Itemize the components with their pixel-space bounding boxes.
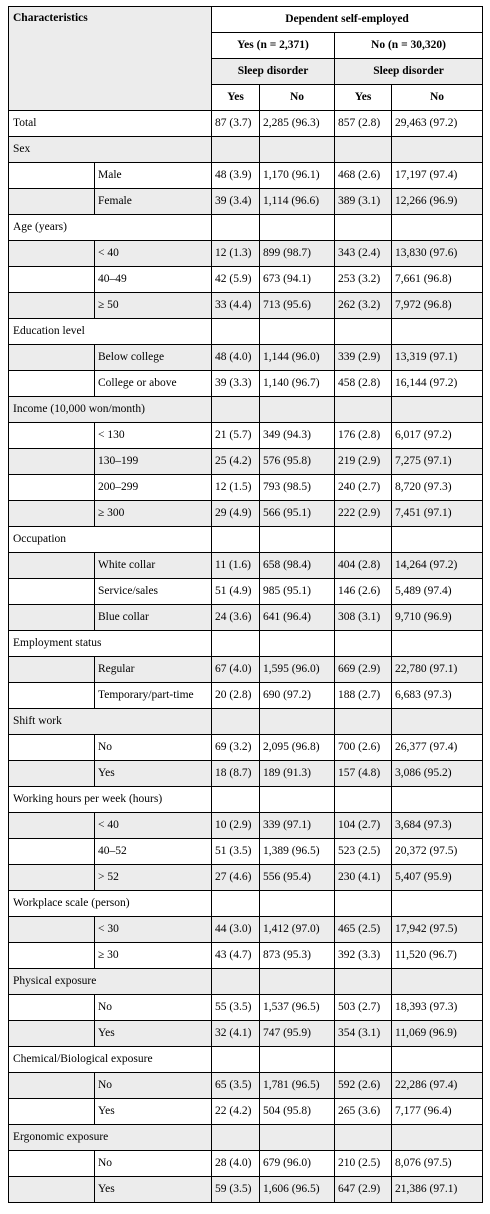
table-row — [9, 371, 483, 397]
value-cell: 1,389 (96.5) — [260, 839, 335, 865]
indent-cell — [9, 1151, 95, 1177]
value-cell — [212, 527, 260, 553]
value-cell — [260, 969, 335, 995]
subcategory-label: < 30 — [95, 917, 212, 943]
subcategory-label: Yes — [95, 1021, 212, 1047]
value-cell: 8,720 (97.3) — [392, 475, 483, 501]
value-cell — [335, 787, 392, 813]
value-cell: 219 (2.9) — [335, 449, 392, 475]
subcategory-label: Temporary/part-time — [95, 683, 212, 709]
value-cell: 343 (2.4) — [335, 241, 392, 267]
indent-cell — [9, 371, 95, 397]
value-cell: 1,140 (96.7) — [260, 371, 335, 397]
header-characteristics: Characteristics — [9, 7, 212, 111]
category-label: Income (10,000 won/month) — [9, 397, 212, 423]
value-cell: 354 (3.1) — [335, 1021, 392, 1047]
value-cell: 51 (3.5) — [212, 839, 260, 865]
subcategory-label: 40–52 — [95, 839, 212, 865]
value-cell: 210 (2.5) — [335, 1151, 392, 1177]
value-cell — [260, 787, 335, 813]
category-label: Working hours per week (hours) — [9, 787, 212, 813]
value-cell: 8,076 (97.5) — [392, 1151, 483, 1177]
value-cell: 12,266 (96.9) — [392, 189, 483, 215]
value-cell: 592 (2.6) — [335, 1073, 392, 1099]
table-row — [9, 1151, 483, 1177]
indent-cell — [9, 683, 95, 709]
value-cell: 857 (2.8) — [335, 111, 392, 137]
value-cell — [335, 631, 392, 657]
value-cell: 189 (91.3) — [260, 761, 335, 787]
value-cell: 222 (2.9) — [335, 501, 392, 527]
subcategory-label: ≥ 50 — [95, 293, 212, 319]
indent-cell — [9, 449, 95, 475]
subcategory-label: No — [95, 735, 212, 761]
value-cell: 55 (3.5) — [212, 995, 260, 1021]
subcategory-label: White collar — [95, 553, 212, 579]
value-cell — [212, 215, 260, 241]
value-cell: 523 (2.5) — [335, 839, 392, 865]
subcategory-label: No — [95, 1073, 212, 1099]
value-cell — [335, 215, 392, 241]
subcategory-label: ≥ 300 — [95, 501, 212, 527]
indent-cell — [9, 1177, 95, 1203]
value-cell: 658 (98.4) — [260, 553, 335, 579]
value-cell: 873 (95.3) — [260, 943, 335, 969]
value-cell: 240 (2.7) — [335, 475, 392, 501]
subcategory-label: Service/sales — [95, 579, 212, 605]
value-cell — [212, 319, 260, 345]
characteristics-table — [8, 6, 483, 1203]
subcategory-label: 130–199 — [95, 449, 212, 475]
value-cell: 21,386 (97.1) — [392, 1177, 483, 1203]
table-row — [9, 111, 483, 137]
indent-cell — [9, 839, 95, 865]
indent-cell — [9, 1073, 95, 1099]
category-label: Employment status — [9, 631, 212, 657]
header-yes-sleep-no: No — [260, 85, 335, 111]
value-cell — [260, 397, 335, 423]
value-cell — [335, 891, 392, 917]
table-row — [9, 995, 483, 1021]
table-row — [9, 241, 483, 267]
value-cell: 713 (95.6) — [260, 293, 335, 319]
indent-cell — [9, 1099, 95, 1125]
subcategory-label: No — [95, 1151, 212, 1177]
value-cell: 48 (4.0) — [212, 345, 260, 371]
value-cell: 1,595 (96.0) — [260, 657, 335, 683]
indent-cell — [9, 1021, 95, 1047]
subcategory-label: Female — [95, 189, 212, 215]
value-cell — [392, 891, 483, 917]
indent-cell — [9, 423, 95, 449]
value-cell: 2,285 (96.3) — [260, 111, 335, 137]
header-no-group: No (n = 30,320) — [335, 33, 483, 59]
indent-cell — [9, 761, 95, 787]
value-cell: 10 (2.9) — [212, 813, 260, 839]
indent-cell — [9, 943, 95, 969]
category-label: Chemical/Biological exposure — [9, 1047, 212, 1073]
table-row — [9, 423, 483, 449]
value-cell: 404 (2.8) — [335, 553, 392, 579]
value-cell: 465 (2.5) — [335, 917, 392, 943]
category-label: Physical exposure — [9, 969, 212, 995]
value-cell: 157 (4.8) — [335, 761, 392, 787]
value-cell: 104 (2.7) — [335, 813, 392, 839]
value-cell: 899 (98.7) — [260, 241, 335, 267]
value-cell — [335, 137, 392, 163]
value-cell: 1,537 (96.5) — [260, 995, 335, 1021]
table-row — [9, 657, 483, 683]
value-cell: 673 (94.1) — [260, 267, 335, 293]
category-row — [9, 969, 483, 995]
value-cell: 22,286 (97.4) — [392, 1073, 483, 1099]
value-cell: 253 (3.2) — [335, 267, 392, 293]
category-label: Occupation — [9, 527, 212, 553]
subcategory-label: < 130 — [95, 423, 212, 449]
header-yes-sleep-yes: Yes — [212, 85, 260, 111]
value-cell — [212, 787, 260, 813]
value-cell — [212, 137, 260, 163]
value-cell: 1,170 (96.1) — [260, 163, 335, 189]
value-cell — [212, 709, 260, 735]
indent-cell — [9, 163, 95, 189]
value-cell — [260, 709, 335, 735]
value-cell — [260, 1047, 335, 1073]
value-cell: 51 (4.9) — [212, 579, 260, 605]
value-cell: 22 (4.2) — [212, 1099, 260, 1125]
table-row — [9, 345, 483, 371]
table-row — [9, 839, 483, 865]
indent-cell — [9, 917, 95, 943]
header-sleep-disorder-yes-group: Sleep disorder — [212, 59, 335, 85]
category-row — [9, 891, 483, 917]
value-cell: 3,684 (97.3) — [392, 813, 483, 839]
value-cell — [392, 709, 483, 735]
header-yes-group: Yes (n = 2,371) — [212, 33, 335, 59]
value-cell: 1,412 (97.0) — [260, 917, 335, 943]
value-cell: 33 (4.4) — [212, 293, 260, 319]
value-cell — [392, 137, 483, 163]
indent-cell — [9, 995, 95, 1021]
total-label: Total — [9, 111, 212, 137]
value-cell: 29 (4.9) — [212, 501, 260, 527]
value-cell: 230 (4.1) — [335, 865, 392, 891]
value-cell: 11,069 (96.9) — [392, 1021, 483, 1047]
value-cell: 556 (95.4) — [260, 865, 335, 891]
value-cell: 985 (95.1) — [260, 579, 335, 605]
subcategory-label: Below college — [95, 345, 212, 371]
value-cell: 20,372 (97.5) — [392, 839, 483, 865]
value-cell: 43 (4.7) — [212, 943, 260, 969]
value-cell: 669 (2.9) — [335, 657, 392, 683]
value-cell: 339 (97.1) — [260, 813, 335, 839]
value-cell — [260, 527, 335, 553]
value-cell — [392, 527, 483, 553]
value-cell: 18,393 (97.3) — [392, 995, 483, 1021]
category-label: Sex — [9, 137, 212, 163]
value-cell: 25 (4.2) — [212, 449, 260, 475]
subcategory-label: College or above — [95, 371, 212, 397]
value-cell: 7,177 (96.4) — [392, 1099, 483, 1125]
value-cell — [260, 1125, 335, 1151]
table-row — [9, 917, 483, 943]
value-cell: 48 (3.9) — [212, 163, 260, 189]
value-cell: 339 (2.9) — [335, 345, 392, 371]
category-label: Ergonomic exposure — [9, 1125, 212, 1151]
subcategory-label: 40–49 — [95, 267, 212, 293]
value-cell: 22,780 (97.1) — [392, 657, 483, 683]
value-cell: 1,781 (96.5) — [260, 1073, 335, 1099]
indent-cell — [9, 605, 95, 631]
table-row — [9, 761, 483, 787]
category-label: Shift work — [9, 709, 212, 735]
value-cell: 679 (96.0) — [260, 1151, 335, 1177]
value-cell: 12 (1.3) — [212, 241, 260, 267]
value-cell: 16,144 (97.2) — [392, 371, 483, 397]
category-label: Education level — [9, 319, 212, 345]
subcategory-label: Yes — [95, 1177, 212, 1203]
indent-cell — [9, 865, 95, 891]
value-cell: 265 (3.6) — [335, 1099, 392, 1125]
value-cell: 7,661 (96.8) — [392, 267, 483, 293]
subcategory-label: ≥ 30 — [95, 943, 212, 969]
value-cell: 13,319 (97.1) — [392, 345, 483, 371]
indent-cell — [9, 475, 95, 501]
value-cell: 17,197 (97.4) — [392, 163, 483, 189]
subcategory-label: 200–299 — [95, 475, 212, 501]
value-cell: 6,683 (97.3) — [392, 683, 483, 709]
value-cell: 641 (96.4) — [260, 605, 335, 631]
table-row — [9, 1073, 483, 1099]
value-cell: 188 (2.7) — [335, 683, 392, 709]
table-row — [9, 267, 483, 293]
value-cell — [392, 215, 483, 241]
subcategory-label: > 52 — [95, 865, 212, 891]
indent-cell — [9, 553, 95, 579]
table-row — [9, 293, 483, 319]
value-cell: 566 (95.1) — [260, 501, 335, 527]
indent-cell — [9, 579, 95, 605]
table-row — [9, 189, 483, 215]
table-row — [9, 579, 483, 605]
value-cell: 576 (95.8) — [260, 449, 335, 475]
value-cell: 1,114 (96.6) — [260, 189, 335, 215]
value-cell — [392, 1047, 483, 1073]
subcategory-label: Male — [95, 163, 212, 189]
category-row — [9, 1047, 483, 1073]
indent-cell — [9, 293, 95, 319]
value-cell: 468 (2.6) — [335, 163, 392, 189]
value-cell — [335, 527, 392, 553]
value-cell: 11 (1.6) — [212, 553, 260, 579]
value-cell: 18 (8.7) — [212, 761, 260, 787]
subcategory-label: < 40 — [95, 241, 212, 267]
category-label: Workplace scale (person) — [9, 891, 212, 917]
value-cell: 389 (3.1) — [335, 189, 392, 215]
table-body — [9, 111, 483, 1203]
table-row — [9, 683, 483, 709]
indent-cell — [9, 189, 95, 215]
value-cell: 39 (3.4) — [212, 189, 260, 215]
value-cell: 747 (95.9) — [260, 1021, 335, 1047]
indent-cell — [9, 813, 95, 839]
value-cell: 308 (3.1) — [335, 605, 392, 631]
value-cell: 32 (4.1) — [212, 1021, 260, 1047]
value-cell: 503 (2.7) — [335, 995, 392, 1021]
value-cell: 87 (3.7) — [212, 111, 260, 137]
subcategory-label: Blue collar — [95, 605, 212, 631]
value-cell: 28 (4.0) — [212, 1151, 260, 1177]
value-cell — [212, 969, 260, 995]
category-row — [9, 709, 483, 735]
value-cell: 349 (94.3) — [260, 423, 335, 449]
value-cell — [335, 319, 392, 345]
value-cell: 504 (95.8) — [260, 1099, 335, 1125]
value-cell: 42 (5.9) — [212, 267, 260, 293]
value-cell — [260, 215, 335, 241]
category-row — [9, 787, 483, 813]
subcategory-label: Yes — [95, 1099, 212, 1125]
subcategory-label: Regular — [95, 657, 212, 683]
value-cell: 26,377 (97.4) — [392, 735, 483, 761]
indent-cell — [9, 501, 95, 527]
table-row — [9, 1177, 483, 1203]
indent-cell — [9, 657, 95, 683]
value-cell — [335, 1047, 392, 1073]
value-cell: 5,407 (95.9) — [392, 865, 483, 891]
value-cell: 67 (4.0) — [212, 657, 260, 683]
value-cell — [392, 1125, 483, 1151]
value-cell: 69 (3.2) — [212, 735, 260, 761]
value-cell: 59 (3.5) — [212, 1177, 260, 1203]
subcategory-label: No — [95, 995, 212, 1021]
category-row — [9, 137, 483, 163]
value-cell — [335, 969, 392, 995]
category-row — [9, 1125, 483, 1151]
table-row — [9, 1021, 483, 1047]
value-cell: 146 (2.6) — [335, 579, 392, 605]
category-row — [9, 397, 483, 423]
value-cell — [392, 631, 483, 657]
value-cell: 39 (3.3) — [212, 371, 260, 397]
value-cell — [212, 891, 260, 917]
value-cell: 2,095 (96.8) — [260, 735, 335, 761]
table-row — [9, 813, 483, 839]
value-cell: 21 (5.7) — [212, 423, 260, 449]
table-row — [9, 605, 483, 631]
table-container — [8, 6, 483, 1203]
value-cell: 44 (3.0) — [212, 917, 260, 943]
value-cell: 13,830 (97.6) — [392, 241, 483, 267]
category-row — [9, 527, 483, 553]
value-cell — [335, 709, 392, 735]
table-row — [9, 865, 483, 891]
header-dependent-self-employed: Dependent self-employed — [212, 7, 483, 33]
value-cell — [212, 1125, 260, 1151]
value-cell: 17,942 (97.5) — [392, 917, 483, 943]
table-row — [9, 163, 483, 189]
value-cell: 1,144 (96.0) — [260, 345, 335, 371]
category-row — [9, 631, 483, 657]
table-row — [9, 475, 483, 501]
value-cell — [335, 1125, 392, 1151]
category-row — [9, 215, 483, 241]
value-cell — [260, 631, 335, 657]
value-cell — [260, 319, 335, 345]
value-cell: 3,086 (95.2) — [392, 761, 483, 787]
value-cell: 27 (4.6) — [212, 865, 260, 891]
table-row — [9, 449, 483, 475]
value-cell — [212, 631, 260, 657]
subcategory-label: < 40 — [95, 813, 212, 839]
category-label: Age (years) — [9, 215, 212, 241]
value-cell: 700 (2.6) — [335, 735, 392, 761]
indent-cell — [9, 345, 95, 371]
value-cell — [392, 397, 483, 423]
table-row — [9, 943, 483, 969]
header-no-sleep-yes: Yes — [335, 85, 392, 111]
value-cell: 647 (2.9) — [335, 1177, 392, 1203]
value-cell: 14,264 (97.2) — [392, 553, 483, 579]
value-cell: 12 (1.5) — [212, 475, 260, 501]
value-cell: 392 (3.3) — [335, 943, 392, 969]
value-cell: 458 (2.8) — [335, 371, 392, 397]
subcategory-label: Yes — [95, 761, 212, 787]
value-cell: 29,463 (97.2) — [392, 111, 483, 137]
value-cell — [335, 397, 392, 423]
value-cell — [392, 787, 483, 813]
value-cell: 1,606 (96.5) — [260, 1177, 335, 1203]
table-row — [9, 501, 483, 527]
value-cell: 7,972 (96.8) — [392, 293, 483, 319]
value-cell: 7,275 (97.1) — [392, 449, 483, 475]
value-cell: 6,017 (97.2) — [392, 423, 483, 449]
value-cell: 65 (3.5) — [212, 1073, 260, 1099]
value-cell — [212, 397, 260, 423]
value-cell: 5,489 (97.4) — [392, 579, 483, 605]
category-row — [9, 319, 483, 345]
table-row — [9, 553, 483, 579]
indent-cell — [9, 735, 95, 761]
value-cell: 7,451 (97.1) — [392, 501, 483, 527]
value-cell: 793 (98.5) — [260, 475, 335, 501]
header-no-sleep-no: No — [392, 85, 483, 111]
value-cell — [212, 1047, 260, 1073]
value-cell: 690 (97.2) — [260, 683, 335, 709]
value-cell: 176 (2.8) — [335, 423, 392, 449]
indent-cell — [9, 267, 95, 293]
value-cell: 20 (2.8) — [212, 683, 260, 709]
value-cell: 11,520 (96.7) — [392, 943, 483, 969]
value-cell — [392, 969, 483, 995]
value-cell — [260, 891, 335, 917]
value-cell: 9,710 (96.9) — [392, 605, 483, 631]
indent-cell — [9, 241, 95, 267]
value-cell: 24 (3.6) — [212, 605, 260, 631]
value-cell — [392, 319, 483, 345]
table-row — [9, 735, 483, 761]
value-cell — [260, 137, 335, 163]
value-cell: 262 (3.2) — [335, 293, 392, 319]
header-sleep-disorder-no-group: Sleep disorder — [335, 59, 483, 85]
table-row — [9, 1099, 483, 1125]
